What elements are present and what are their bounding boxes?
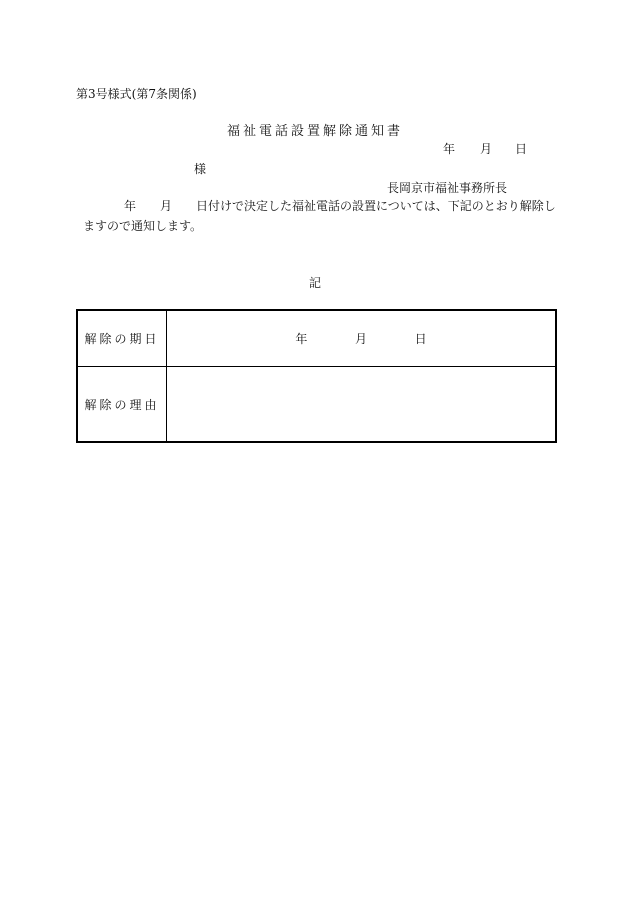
details-table [76,309,557,443]
termination-year-label: 年 [295,332,308,346]
date-month-label: 月 [480,142,493,156]
document-title: 福祉電話設置解除通知書 [226,124,403,139]
termination-day-label: 日 [414,332,427,346]
sender-name: 長岡京市福祉事務所長 [387,181,508,195]
date-year-label: 年 [443,142,456,156]
form-number: 第3号様式(第7条関係) [76,87,197,101]
body-month-label: 月 [160,199,173,213]
table-row [77,310,556,367]
notice-body [76,196,556,236]
termination-reason-label: 解除の理由 [77,367,167,443]
body-line-1-text: 日付けで決定した福祉電話の設置については、下記のとおり解除し [196,199,556,213]
note-heading: 記 [308,276,321,290]
termination-reason-value [167,367,557,443]
body-year-label: 年 [124,199,137,213]
table-row [77,367,556,443]
termination-date-value [167,310,557,367]
termination-month-label: 月 [354,332,367,346]
addressee-suffix: 様 [194,162,207,176]
body-line-2: ますので通知します。 [83,219,203,233]
date-day-label: 日 [515,142,528,156]
body-line-1 [76,196,556,216]
termination-date-label: 解除の期日 [77,310,167,367]
